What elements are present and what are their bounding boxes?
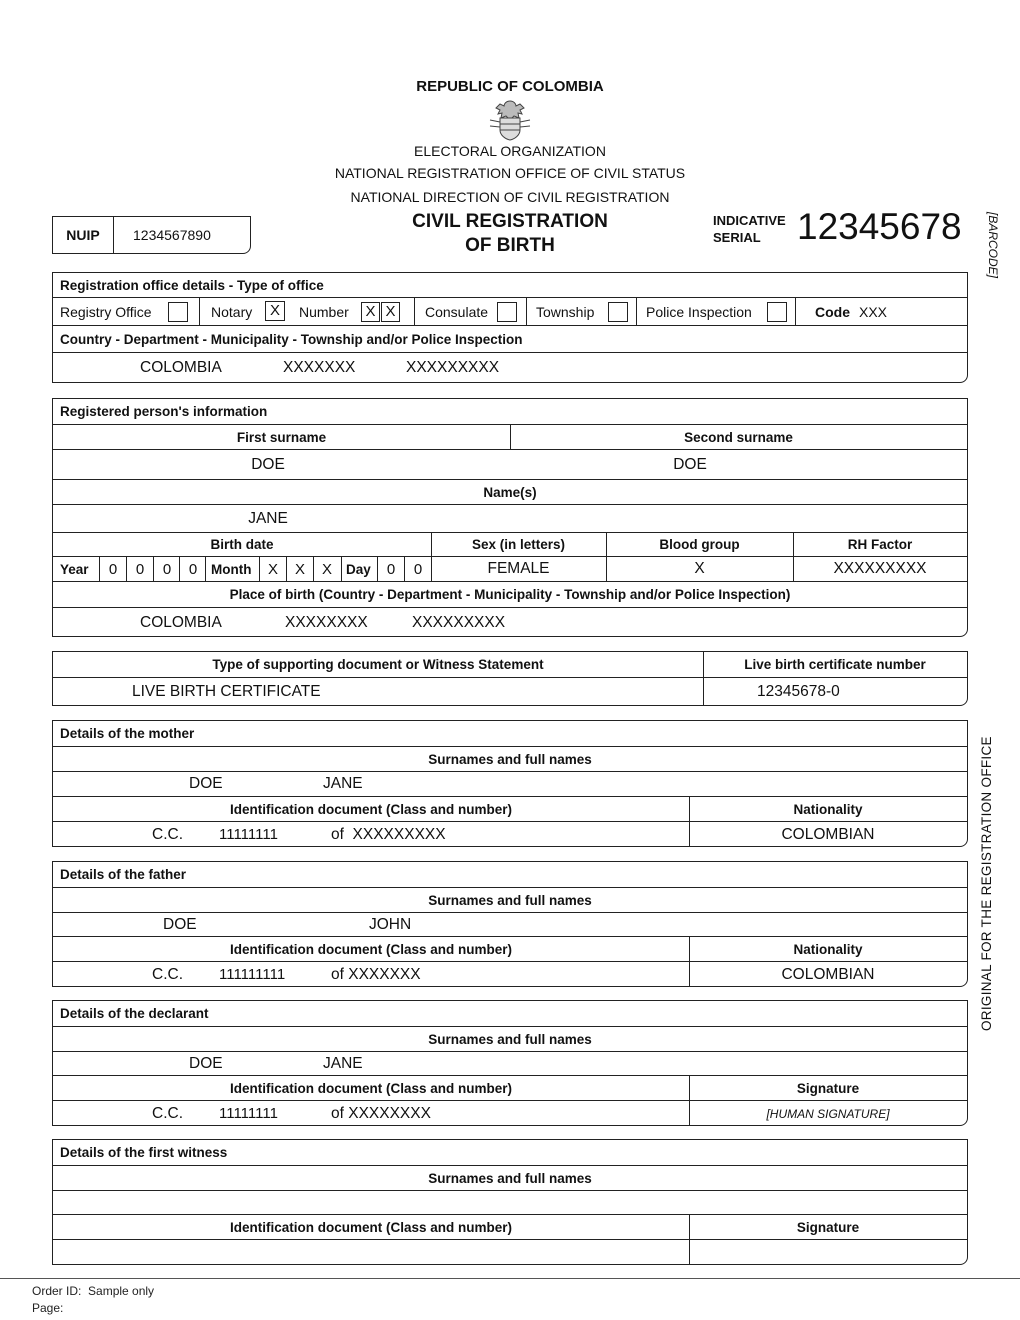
coat-of-arms-icon (486, 98, 534, 142)
witness-id-value-row (53, 1240, 967, 1265)
notary-number-label: Number (299, 303, 349, 320)
day-label: Day (346, 561, 371, 577)
year-digit-4: 0 (179, 557, 206, 581)
mother-id-number: 11111111 (219, 826, 278, 843)
mother-id-place: of XXXXXXXXX (331, 825, 446, 843)
mother-given-name: JANE (323, 775, 363, 792)
country-title: REPUBLIC OF COLOMBIA (416, 78, 604, 95)
office-heading: Registration office details - Type of office (60, 277, 324, 293)
office-country: COLOMBIA (140, 359, 222, 376)
registration-office-section (52, 272, 968, 383)
nuip-value: 1234567890 (133, 227, 211, 243)
office-department: XXXXXXX (283, 359, 356, 376)
declarant-surname: DOE (189, 1054, 223, 1072)
birth-country: COLOMBIA (140, 613, 222, 631)
mother-surname: DOE (189, 775, 223, 792)
witness-signature-label: Signature (796, 1219, 860, 1235)
father-names-label: Surnames and full names (428, 892, 592, 908)
consulate-checkbox[interactable] (497, 302, 517, 322)
support-type-label: Type of supporting document or Witness Statement (212, 657, 544, 672)
org-line-2: NATIONAL REGISTRATION OFFICE OF CIVIL STATUS (334, 165, 686, 181)
registry-office-checkbox[interactable] (168, 302, 188, 322)
office-type-notary-label: Notary (211, 303, 253, 320)
witness-heading: Details of the first witness (60, 1145, 228, 1160)
footer-order (32, 1284, 154, 1298)
month-digit-1: X (259, 557, 286, 581)
township-checkbox[interactable] (608, 302, 628, 322)
day-digit-1: 0 (377, 557, 404, 581)
declarant-id-class: C.C. (152, 1104, 183, 1122)
birth-department: XXXXXXXX (285, 613, 368, 631)
declarant-given-name: JANE (323, 1054, 363, 1072)
month-label: Month (211, 561, 252, 577)
indicative-label: INDICATIVE (713, 213, 786, 228)
father-section (52, 861, 968, 987)
second-surname-value: DOE (673, 455, 707, 473)
indicative-serial-value: 12345678 (797, 206, 962, 247)
notary-checkbox[interactable]: X (265, 301, 285, 321)
blood-group-value: X (694, 560, 705, 577)
father-heading: Details of the father (60, 867, 187, 882)
first-surname-label: First surname (236, 429, 327, 445)
father-id-label: Identification document (Class and number) (229, 941, 513, 957)
father-nationality-label: Nationality (793, 941, 863, 957)
order-id-label: Order ID: (32, 1284, 82, 1298)
names-label: Name(s) (483, 484, 537, 500)
org-line-3: NATIONAL DIRECTION OF CIVIL REGISTRATION (350, 189, 670, 205)
rh-factor-label: RH Factor (847, 537, 913, 552)
sex-value: FEMALE (487, 560, 550, 577)
live-birth-cert-value: 12345678-0 (757, 683, 840, 700)
birth-municipality: XXXXXXXXX (412, 613, 506, 631)
first-witness-section (52, 1139, 968, 1265)
declarant-names-label: Surnames and full names (428, 1031, 592, 1047)
barcode-placeholder: [BARCODE] (986, 212, 1000, 279)
mother-names-label: Surnames and full names (428, 751, 592, 767)
sex-label: Sex (in letters) (471, 537, 566, 552)
office-code-value: XXX (859, 303, 888, 320)
declarant-id-place: of XXXXXXXX (331, 1104, 431, 1122)
father-surname: DOE (163, 915, 197, 933)
names-value: JANE (248, 509, 288, 527)
office-municipality: XXXXXXXXX (406, 359, 500, 376)
father-id-number: 111111111 (219, 966, 286, 983)
father-id-class: C.C. (152, 965, 183, 983)
org-line-1: ELECTORAL ORGANIZATION (414, 143, 606, 159)
mother-heading: Details of the mother (60, 726, 195, 741)
police-inspection-checkbox[interactable] (767, 302, 787, 322)
doc-title-line-2: OF BIRTH (465, 235, 555, 256)
live-birth-cert-label: Live birth certificate number (744, 657, 926, 672)
declarant-id-label: Identification document (Class and number) (229, 1080, 513, 1096)
office-type-registry-label: Registry Office (60, 303, 152, 320)
serial-label: SERIAL (713, 230, 761, 245)
birth-date-label: Birth date (210, 537, 274, 552)
witness-names-value-row (53, 1191, 967, 1215)
support-type-value: LIVE BIRTH CERTIFICATE (132, 683, 321, 700)
registered-person-section (52, 398, 968, 637)
father-id-place: of XXXXXXX (331, 965, 421, 983)
year-digit-2: 0 (126, 557, 153, 581)
declarant-id-number: 11111111 (219, 1105, 278, 1122)
declarant-heading: Details of the declarant (60, 1006, 209, 1021)
side-label: ORIGINAL FOR THE REGISTRATION OFFICE (979, 736, 994, 1032)
supporting-document-section (52, 651, 968, 706)
second-surname-label: Second surname (684, 429, 793, 445)
first-surname-value: DOE (251, 455, 285, 473)
witness-id-label: Identification document (Class and number) (229, 1219, 513, 1235)
rh-factor-value: XXXXXXXXX (833, 560, 927, 577)
footer-divider (0, 1278, 1020, 1279)
person-heading: Registered person's information (60, 404, 268, 419)
order-id-value: Sample only (88, 1284, 155, 1298)
year-digit-1: 0 (99, 557, 126, 581)
declarant-section (52, 1000, 968, 1126)
mother-section (52, 720, 968, 847)
declarant-signature: [HUMAN SIGNATURE] (766, 1106, 890, 1121)
office-location-heading: Country - Department - Municipality - Township and/or Police Inspection (60, 331, 523, 347)
doc-title-line-1: CIVIL REGISTRATION (412, 211, 608, 232)
nuip-box (52, 216, 251, 254)
office-type-police-label: Police Inspection (646, 303, 752, 320)
office-type-township-label: Township (536, 303, 595, 320)
mother-id-label: Identification document (Class and number) (229, 801, 513, 817)
month-digit-2: X (286, 557, 313, 581)
mother-id-class: C.C. (152, 825, 183, 843)
witness-names-label: Surnames and full names (428, 1170, 592, 1186)
office-code-label: Code (815, 303, 850, 320)
place-of-birth-label: Place of birth (Country - Department - Municipality - Township and/or Police Inspection) (229, 587, 791, 602)
mother-nationality: COLOMBIAN (781, 825, 875, 843)
footer-page-label: Page: (32, 1301, 64, 1315)
year-label: Year (60, 561, 89, 577)
year-digit-3: 0 (153, 557, 180, 581)
notary-number-digit-2[interactable]: X (381, 302, 400, 322)
father-given-name: JOHN (369, 915, 412, 933)
day-digit-2: 0 (404, 557, 431, 581)
declarant-signature-label: Signature (796, 1080, 860, 1096)
nuip-label: NUIP (66, 227, 100, 243)
mother-nationality-label: Nationality (793, 801, 863, 817)
month-digit-3: X (313, 557, 340, 581)
office-type-consulate-label: Consulate (425, 303, 489, 320)
notary-number-digit-1[interactable]: X (361, 302, 380, 322)
blood-group-label: Blood group (659, 537, 740, 552)
father-nationality: COLOMBIAN (781, 965, 875, 983)
